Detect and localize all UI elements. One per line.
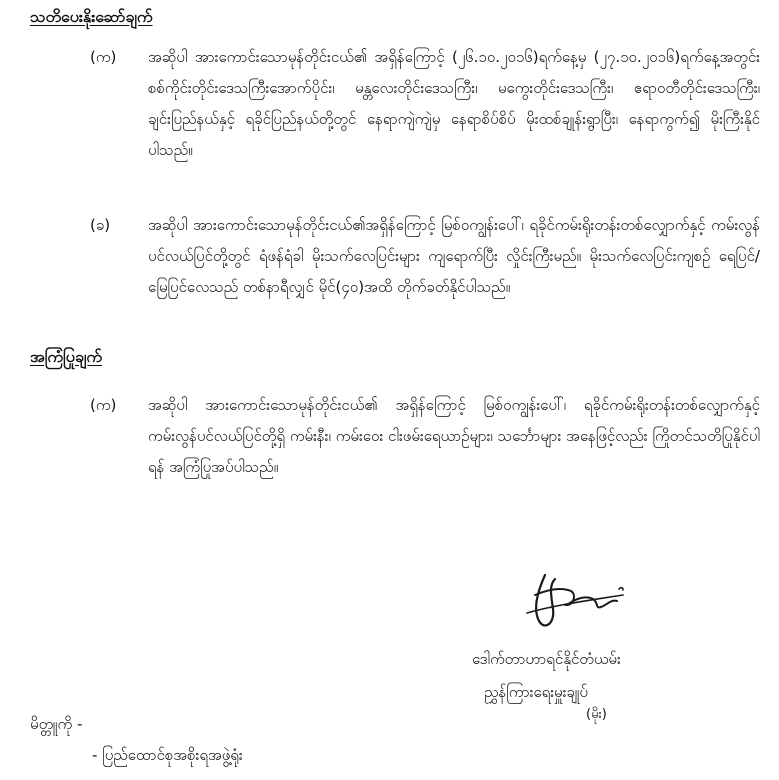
advice-heading: အကြံပြုချက်	[30, 347, 103, 366]
paragraph-text: အဆိုပါ အားကောင်းသောမုန်တိုင်းငယ်၏ အရှိန်ကြောင့် (၂၆.၁၀.၂၀၁၆)ရက်နေ့မှ (၂၇.၁၀.၂၀၁၆)ရက်နေ့အတွင်း စစ်ကိုင်းတိုင်းဒေသကြီးအောက်ပိုင်း၊ မန္တလေးတိုင်းဒေသကြီး၊ မကွေးတိုင်းဒေသကြီး၊ ဧရာဝတီတိုင်းဒေသကြီး၊ ချင်းပြည်နယ်နှင့် ရခိုင်ပြည်နယ်တို့တွင် နေရာကျဲကျဲမှ နေရာစိပ်စိပ် မိုးထစ်ချုန်းရွာပြီး၊ နေရာကွက်၍ မိုးကြီးနိုင်ပါသည်။	[148, 48, 760, 159]
advice-paragraph-ka	[90, 390, 760, 483]
signatory-name: ဒေါက်တာဟာရင်နိုင်တံယမ်း	[472, 650, 621, 668]
paragraph-marker: (ခ)	[90, 216, 111, 234]
cc-recipient: - ပြည်ထောင်စုအစိုးရအဖွဲ့ရုံး	[92, 746, 243, 764]
handwritten-signature	[515, 565, 635, 635]
warning-paragraph-kha	[90, 210, 760, 303]
warning-paragraph-ka	[90, 42, 760, 166]
cc-label: မိတ္တူကို -	[30, 715, 83, 733]
paragraph-text: အဆိုပါ အားကောင်းသောမုန်တိုင်းငယ်၏အရှိန်ကြောင့် မြစ်ဝကျွန်းပေါ်၊ ရခိုင်ကမ်းရိုးတန်းတစ်လျှောက်နှင့် ကမ်းလွန်ပင်လယ်ပြင်တို့တွင် ရံဖန်ရံခါ မိုးသက်လေပြင်းများ ကျရောက်ပြီး လှိုင်းကြီးမည်။ မိုးသက်လေပြင်းကျစဉ် ရေပြင်/မြေပြင်လေသည် တစ်နာရီလျှင် မိုင်(၄၀)အထိ တိုက်ခတ်နိုင်ပါသည်။	[148, 216, 760, 296]
signatory-department: (မိုး)	[586, 707, 607, 722]
warning-heading: သတိပေးနိုးဆော်ချက်	[30, 7, 153, 26]
paragraph-marker: (က)	[90, 396, 117, 414]
paragraph-marker: (က)	[90, 48, 117, 66]
paragraph-text: အဆိုပါ အားကောင်းသောမုန်တိုင်းငယ်၏ အရှိန်ကြောင့် မြစ်ဝကျွန်းပေါ်၊ ရခိုင်ကမ်းရိုးတန်းတစ်လျှောက်နှင့် ကမ်းလွန်ပင်လယ်ပြင်တို့ရှိ ကမ်းနီး၊ ကမ်းဝေး ငါးဖမ်းရေယာဉ်များ၊ သင်္ဘောများ အနေဖြင့်လည်း ကြိုတင်သတိပြုနိုင်ပါရန် အကြံပြုအပ်ပါသည်။	[148, 396, 760, 476]
signatory-title: ညွှန်ကြားရေးမှူးချုပ်	[484, 683, 588, 701]
